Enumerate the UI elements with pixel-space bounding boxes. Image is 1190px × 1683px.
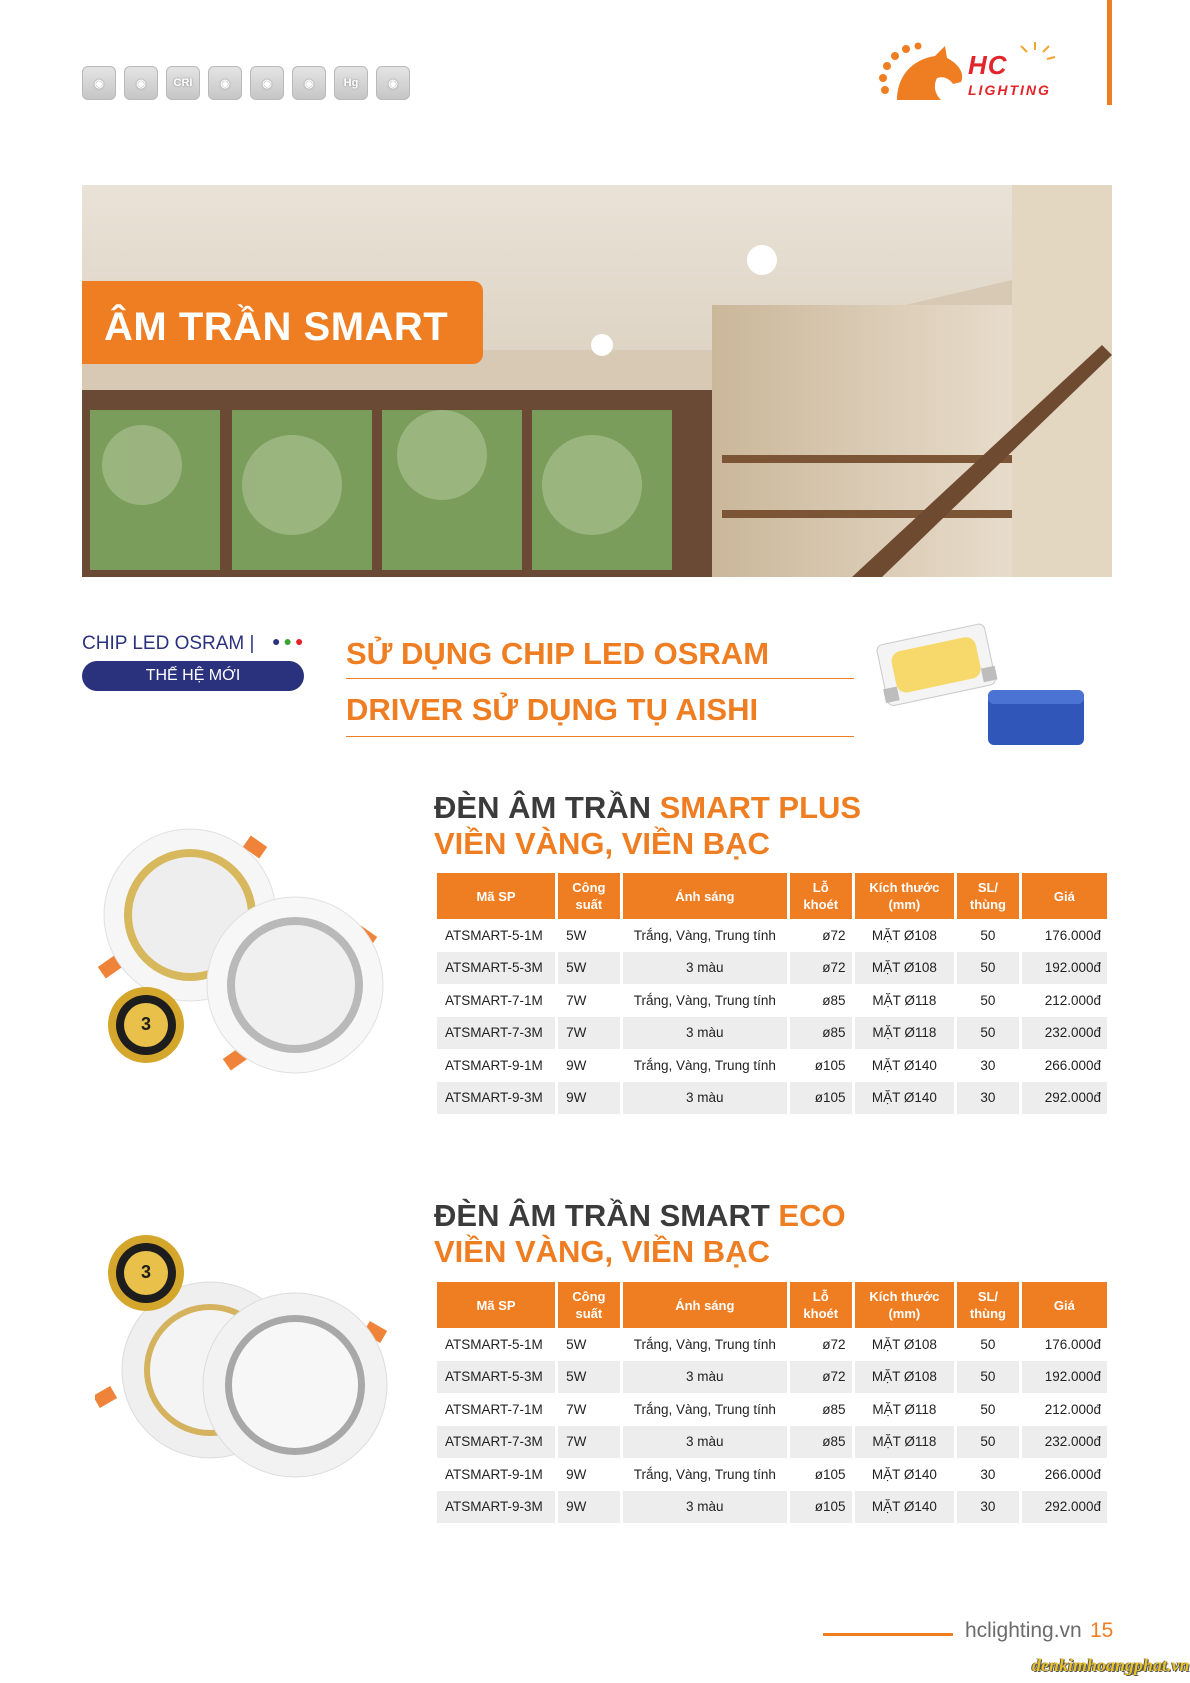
col-header-code: Mã SP	[437, 1282, 555, 1328]
cell-cutout: ø85	[822, 1401, 846, 1417]
cell-price: 176.000đ	[1044, 927, 1101, 943]
warranty-badge-1	[106, 985, 186, 1065]
cell-qty: 30	[957, 1082, 1019, 1115]
col-header-qty: SL/ thùng	[957, 873, 1019, 919]
col-header-light: Ánh sáng	[623, 873, 787, 919]
cell-size: MẶT Ø118	[855, 1426, 955, 1459]
warranty-number-1: 3	[140, 1014, 151, 1034]
cell-code: ATSMART-5-1M	[445, 1336, 543, 1352]
cell-size: MẶT Ø140	[855, 1082, 955, 1115]
cell-code: ATSMART-9-3M	[437, 1491, 555, 1524]
cell-size: MẶT Ø108	[855, 952, 955, 985]
cell-light: 3 màu	[623, 1491, 787, 1524]
hero-title: ÂM TRẦN SMART	[104, 305, 449, 349]
feature-driver: DRIVER SỬ DỤNG TỤ AISHI	[346, 692, 759, 727]
cell-price: 266.000đ	[1044, 1057, 1101, 1073]
col-header-price: Giá	[1022, 873, 1107, 919]
cell-cutout: ø72	[790, 1361, 852, 1394]
cell-cutout: ø85	[822, 992, 846, 1008]
cell-power: 9W	[558, 1491, 620, 1524]
cell-code: ATSMART-7-1M	[445, 992, 543, 1008]
cell-power: 9W	[566, 1466, 587, 1482]
table-row	[437, 1393, 1107, 1426]
table-header-row	[437, 873, 1107, 919]
cell-price: 212.000đ	[1044, 992, 1101, 1008]
cell-price: 176.000đ	[1044, 1336, 1101, 1352]
logo-sub-text: LIGHTING	[968, 82, 1051, 98]
cell-cutout: ø105	[814, 1466, 846, 1482]
cell-code: ATSMART-7-3M	[437, 1017, 555, 1050]
col-header-qty: SL/ thùng	[957, 1282, 1019, 1328]
download-arrow-icon: ◉	[208, 66, 242, 100]
cell-qty: 50	[980, 1336, 996, 1352]
cell-qty: 50	[957, 1017, 1019, 1050]
cell-power: 9W	[566, 1057, 587, 1073]
cell-price: 192.000đ	[1022, 952, 1107, 985]
cell-price: 266.000đ	[1044, 1466, 1101, 1482]
col-header-power: Công suất	[558, 1282, 620, 1328]
cell-cutout: ø72	[822, 1336, 846, 1352]
table-header-row	[437, 1282, 1107, 1328]
cell-qty: 50	[980, 992, 996, 1008]
col-header-cutout: Lỗ khoét	[790, 1282, 852, 1328]
product1-subtitle: VIỀN VÀNG, VIỀN BẠC	[434, 826, 770, 861]
cell-cutout: ø72	[790, 952, 852, 985]
warranty-badge-2	[106, 1233, 186, 1313]
cell-power: 7W	[558, 1017, 620, 1050]
chip-led-label: CHIP LED OSRAM |	[82, 633, 255, 654]
table-row	[437, 952, 1107, 985]
footer-rule	[823, 1633, 953, 1636]
cell-cutout: ø105	[790, 1082, 852, 1115]
cell-code: ATSMART-9-1M	[445, 1057, 543, 1073]
cell-price: 232.000đ	[1022, 1017, 1107, 1050]
cell-light: 3 màu	[623, 1017, 787, 1050]
cell-price: 192.000đ	[1022, 1361, 1107, 1394]
cell-price: 292.000đ	[1022, 1491, 1107, 1524]
cell-qty: 30	[980, 1057, 996, 1073]
leaf-icon: ◉	[376, 66, 410, 100]
cell-cutout: ø105	[790, 1491, 852, 1524]
cell-price: 212.000đ	[1044, 1401, 1101, 1417]
table-row	[437, 1049, 1107, 1082]
warranty-number-2: 3	[140, 1262, 151, 1282]
cell-code: ATSMART-5-1M	[445, 927, 543, 943]
table-row	[437, 1458, 1107, 1491]
table-row	[437, 1361, 1107, 1394]
product1-title: ĐÈN ÂM TRẦN SMART PLUS	[434, 790, 862, 825]
cell-qty: 30	[980, 1466, 996, 1482]
generation-pill: THẾ HỆ MỚI	[82, 661, 304, 691]
bulb-icon: ◉	[292, 66, 326, 100]
cell-cutout: ø85	[790, 1017, 852, 1050]
cell-code: ATSMART-5-3M	[437, 1361, 555, 1394]
cell-price: 232.000đ	[1022, 1426, 1107, 1459]
col-header-code: Mã SP	[437, 873, 555, 919]
no-flicker-icon: ◉	[250, 66, 284, 100]
cell-size: MẶT Ø118	[872, 1401, 937, 1417]
table-row	[437, 919, 1107, 952]
cell-light: Trắng, Vàng, Trung tính	[633, 1466, 776, 1482]
cell-cutout: ø85	[790, 1426, 852, 1459]
cell-light: 3 màu	[623, 1361, 787, 1394]
col-header-size: Kích thước (mm)	[855, 1282, 955, 1328]
product1-price-table	[434, 873, 1110, 1114]
cell-size: MẶT Ø108	[855, 1361, 955, 1394]
cell-light: Trắng, Vàng, Trung tính	[633, 927, 776, 943]
chip-dots: ●●●	[272, 633, 307, 649]
feature-rule-1	[346, 678, 854, 679]
warning-icon: ◉	[82, 66, 116, 100]
cell-light: Trắng, Vàng, Trung tính	[633, 1336, 776, 1352]
col-header-price: Giá	[1022, 1282, 1107, 1328]
cell-power: 5W	[566, 1336, 587, 1352]
cell-light: Trắng, Vàng, Trung tính	[633, 1057, 776, 1073]
table-row	[437, 1328, 1107, 1361]
col-header-size: Kích thước (mm)	[855, 873, 955, 919]
cell-light: 3 màu	[623, 952, 787, 985]
cell-power: 7W	[566, 992, 587, 1008]
feature-osram: SỬ DỤNG CHIP LED OSRAM	[346, 636, 770, 671]
logo-brand-text: HC	[968, 50, 1008, 80]
col-header-cutout: Lỗ khoét	[790, 873, 852, 919]
mercury-free-icon: Hg	[334, 66, 368, 100]
cell-qty: 50	[957, 1361, 1019, 1394]
cell-size: MẶT Ø108	[871, 1336, 937, 1352]
feature-icons-row	[82, 66, 410, 100]
table-row	[437, 1017, 1107, 1050]
cell-light: Trắng, Vàng, Trung tính	[633, 992, 776, 1008]
cell-size: MẶT Ø140	[871, 1057, 937, 1073]
hero-interior-photo	[82, 185, 1112, 577]
table-row	[437, 1082, 1107, 1115]
timer-icon: ◉	[124, 66, 158, 100]
cell-cutout: ø105	[814, 1057, 846, 1073]
header-accent-line	[1107, 0, 1112, 105]
col-header-power: Công suất	[558, 873, 620, 919]
cell-qty: 50	[957, 1426, 1019, 1459]
cri-icon: CRI	[166, 66, 200, 100]
cell-power: 5W	[558, 1361, 620, 1394]
cell-size: MẶT Ø118	[855, 1017, 955, 1050]
cell-code: ATSMART-9-1M	[445, 1466, 543, 1482]
cell-light: 3 màu	[623, 1082, 787, 1115]
table-row	[437, 984, 1107, 1017]
cell-code: ATSMART-9-3M	[437, 1082, 555, 1115]
cell-size: MẶT Ø140	[855, 1491, 955, 1524]
product2-title: ĐÈN ÂM TRẦN SMART ECO	[434, 1198, 846, 1233]
cell-code: ATSMART-5-3M	[437, 952, 555, 985]
feature-rule-2	[346, 736, 854, 737]
watermark: denkimhoangphat.vn	[1032, 1655, 1190, 1675]
page-number: 15	[1090, 1619, 1114, 1642]
cell-price: 292.000đ	[1022, 1082, 1107, 1115]
cell-code: ATSMART-7-3M	[437, 1426, 555, 1459]
led-chip-and-capacitor-image	[870, 615, 1100, 755]
cell-power: 9W	[558, 1082, 620, 1115]
cell-power: 5W	[558, 952, 620, 985]
table-row	[437, 1491, 1107, 1524]
footer-website: hclighting.vn	[965, 1619, 1082, 1642]
cell-code: ATSMART-7-1M	[445, 1401, 543, 1417]
col-header-light: Ánh sáng	[623, 1282, 787, 1328]
cell-power: 7W	[566, 1401, 587, 1417]
cell-size: MẶT Ø140	[871, 1466, 937, 1482]
cell-power: 7W	[558, 1426, 620, 1459]
cell-qty: 50	[957, 952, 1019, 985]
table-row	[437, 1426, 1107, 1459]
cell-qty: 50	[980, 927, 996, 943]
cell-light: Trắng, Vàng, Trung tính	[633, 1401, 776, 1417]
product2-subtitle: VIỀN VÀNG, VIỀN BẠC	[434, 1234, 770, 1269]
product2-price-table	[434, 1282, 1110, 1523]
cell-light: 3 màu	[623, 1426, 787, 1459]
cell-size: MẶT Ø118	[872, 992, 937, 1008]
cell-size: MẶT Ø108	[871, 927, 937, 943]
cell-power: 5W	[566, 927, 587, 943]
cell-cutout: ø72	[822, 927, 846, 943]
cell-qty: 30	[957, 1491, 1019, 1524]
cell-qty: 50	[980, 1401, 996, 1417]
